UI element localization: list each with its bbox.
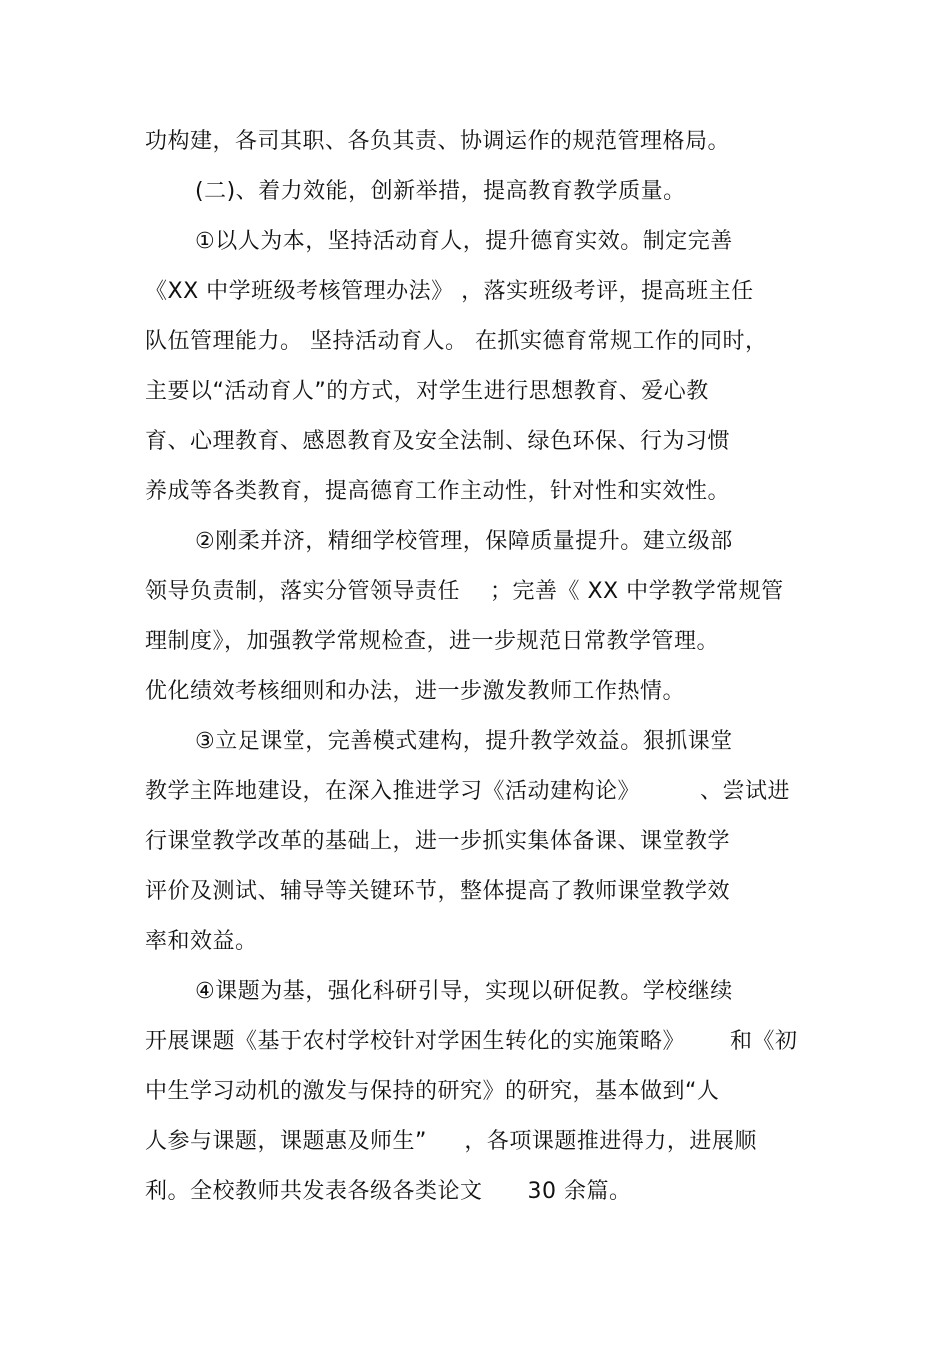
text-line: 队伍管理能力。 坚持活动育人。 在抓实德育常规工作的同时，	[145, 329, 768, 354]
text-line: 领导负责制，落实分管领导责任 ；完善《 XX 中学教学常规管	[145, 579, 784, 604]
text-line: ④课题为基，强化科研引导，实现以研促教。学校继续	[195, 979, 733, 1004]
section-heading: (二)、着力效能，创新举措，提高教育教学质量。	[195, 179, 686, 204]
text-line: 优化绩效考核细则和办法，进一步激发教师工作热情。	[145, 679, 686, 704]
text-line: 利。全校教师共发表各级各类论文 30 余篇。	[145, 1179, 632, 1204]
text-line: 养成等各类教育，提高德育工作主动性，针对性和实效性。	[145, 479, 731, 504]
text-line: 主要以“活动育人”的方式，对学生进行思想教育、爱心教	[145, 379, 709, 404]
text-line: ①以人为本，坚持活动育人，提升德育实效。制定完善	[195, 229, 733, 254]
text-line: 教学主阵地建设，在深入推进学习《活动建构论》 、尝试进	[145, 779, 790, 804]
text-line: 开展课题《基于农村学校针对学困生转化的实施策略》 和《初	[145, 1029, 798, 1054]
text-line: 人参与课题，课题惠及师生” ，各项课题推进得力，进展顺	[145, 1129, 757, 1154]
text-line: ②刚柔并济，精细学校管理，保障质量提升。建立级部	[195, 529, 733, 554]
text-line: 行课堂教学改革的基础上，进一步抓实集体备课、课堂教学	[145, 829, 731, 854]
text-line: 功构建，各司其职、各负其责、协调运作的规范管理格局。	[145, 129, 731, 154]
text-line: 评价及测试、辅导等关键环节，整体提高了教师课堂教学效	[145, 879, 731, 904]
text-line: 中生学习动机的激发与保持的研究》的研究，基本做到“人	[145, 1079, 720, 1104]
text-line: 《XX 中学班级考核管理办法》 ，落实班级考评，提高班主任	[145, 279, 754, 304]
text-line: 率和效益。	[145, 929, 258, 954]
text-line: 育、心理教育、感恩教育及安全法制、绿色环保、行为习惯	[145, 429, 731, 454]
text-line: 理制度》，加强教学常规检查，进一步规范日常教学管理。	[145, 629, 720, 654]
text-line: ③立足课堂，完善模式建构，提升教学效益。狠抓课堂	[195, 729, 733, 754]
